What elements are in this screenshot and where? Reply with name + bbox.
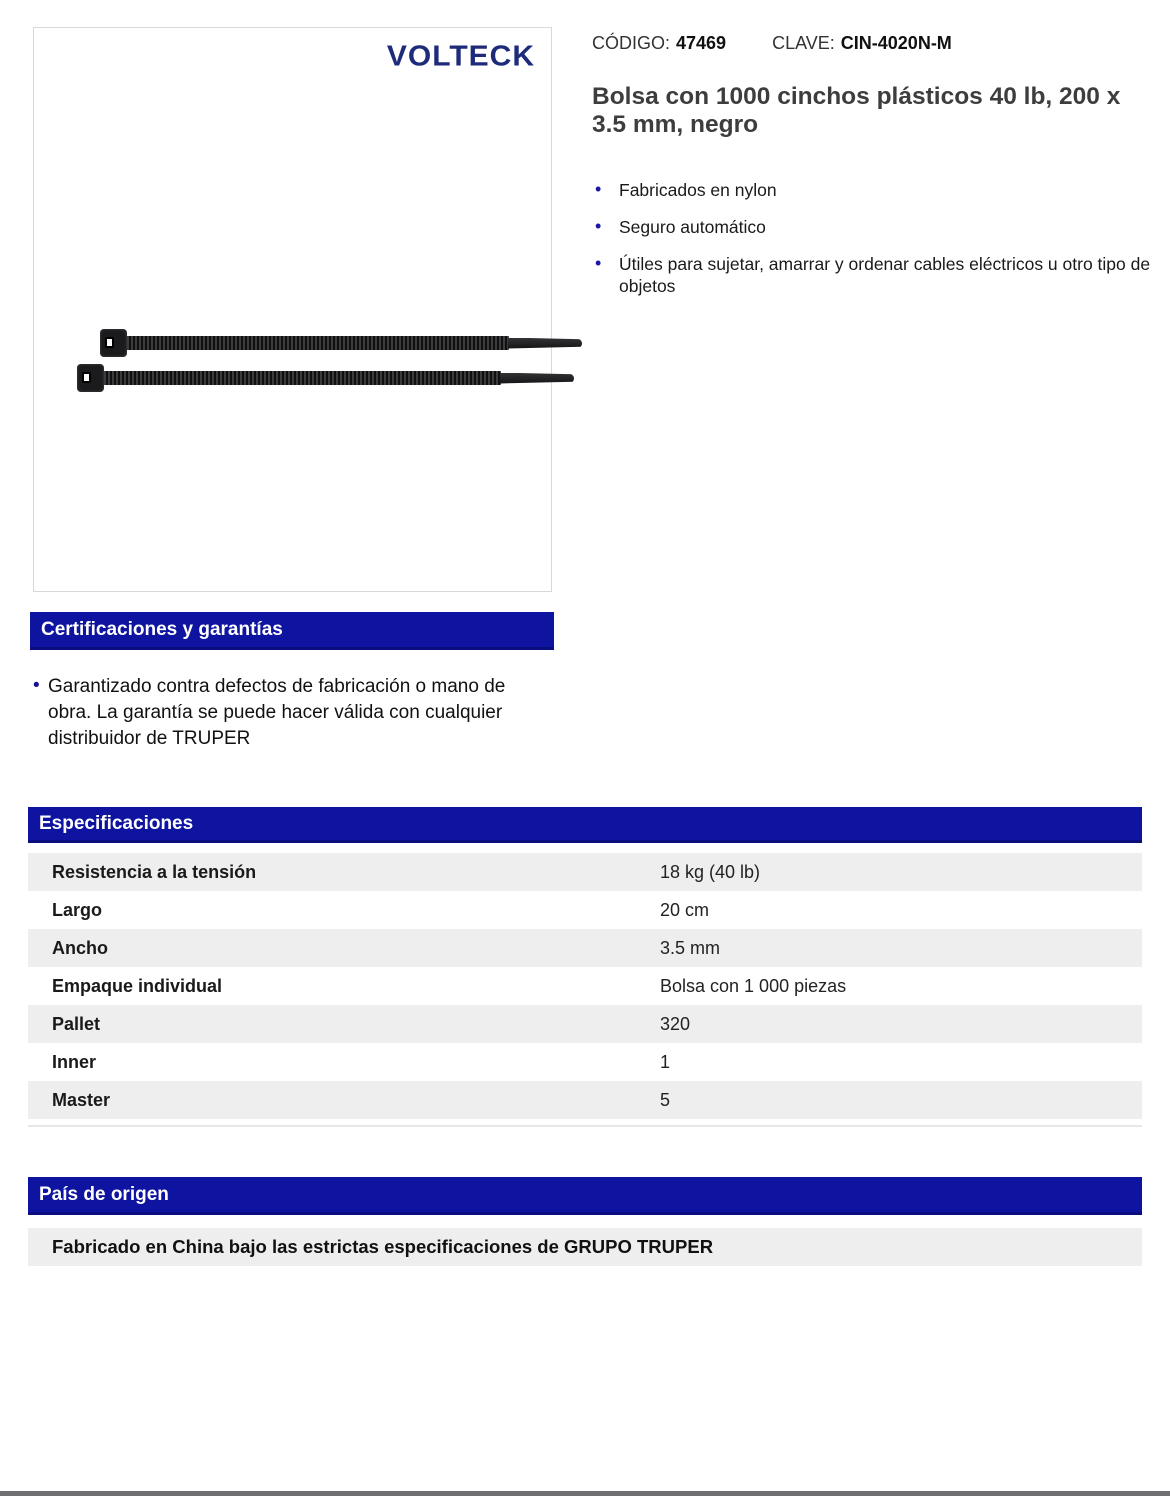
cable-tie-hole [105,337,114,348]
cable-tie-tip [500,373,574,384]
cable-tie-image-bottom [77,364,574,392]
clave-label: CLAVE: [772,33,835,53]
cable-tie-head [100,329,127,357]
certifications-text: • Garantizado contra defectos de fabricación o mano de obra. La garantía se puede hacer válida con cualquier distribuidor de TRUPER [33,674,538,752]
table-row [28,1081,1142,1119]
table-row [28,891,1142,929]
product-title: Bolsa con 1000 cinchos plásticos 40 lb, 200 x 3.5 mm, negro [592,83,1121,138]
product-image-panel [33,27,552,592]
spec-value: 1 [660,1051,671,1072]
table-row [28,1043,1142,1081]
origin-text-row: Fabricado en China bajo las estrictas especificaciones de GRUPO TRUPER [28,1228,1142,1266]
table-row [28,967,1142,1005]
product-codes [592,33,1157,54]
code-label: CÓDIGO: [592,33,671,53]
spec-value: 5 [660,1089,671,1110]
specifications-table [28,853,1142,1119]
spec-label: Pallet [52,1013,101,1034]
cable-tie-strap [125,336,509,350]
code-value: 47469 [676,33,727,53]
spec-value: 320 [660,1013,691,1034]
spec-label: Master [52,1089,111,1110]
cable-tie-hole [82,372,91,383]
table-row [28,853,1142,891]
feature-item: • Fabricados en nylon [592,179,1157,201]
table-bottom-divider [28,1125,1142,1127]
spec-label: Resistencia a la tensión [52,861,257,882]
spec-value: 3.5 mm [660,937,721,958]
feature-item: • Útiles para sujetar, amarrar y ordenar cables eléctricos u otro tipo de objetos [592,253,1157,297]
cable-tie-tip [508,338,582,349]
spec-label: Inner [52,1051,97,1072]
product-code [592,33,726,54]
spec-label: Largo [52,899,103,920]
cable-tie-head [77,364,104,392]
feature-item: • Seguro automático [592,216,1157,238]
brand-logo: VOLTECK [386,40,535,73]
footer-divider-bar [0,1491,1170,1496]
feature-list [592,179,1157,297]
specifications-section-header: Especificaciones [28,807,1142,843]
spec-value: 20 cm [660,899,710,920]
certifications-section-header: Certificaciones y garantías [30,612,554,650]
origin-section-header: País de origen [28,1177,1142,1215]
clave-value: CIN-4020N-M [840,33,952,53]
table-row [28,1005,1142,1043]
spec-label: Empaque individual [52,975,223,996]
table-row [28,929,1142,967]
cable-tie-image-top [100,329,582,357]
spec-label: Ancho [52,937,108,958]
spec-value: 18 kg (40 lb) [660,861,761,882]
cable-tie-strap [102,371,501,385]
product-clave [772,33,952,54]
spec-value: Bolsa con 1 000 piezas [660,975,847,996]
product-info-column [592,33,1157,312]
